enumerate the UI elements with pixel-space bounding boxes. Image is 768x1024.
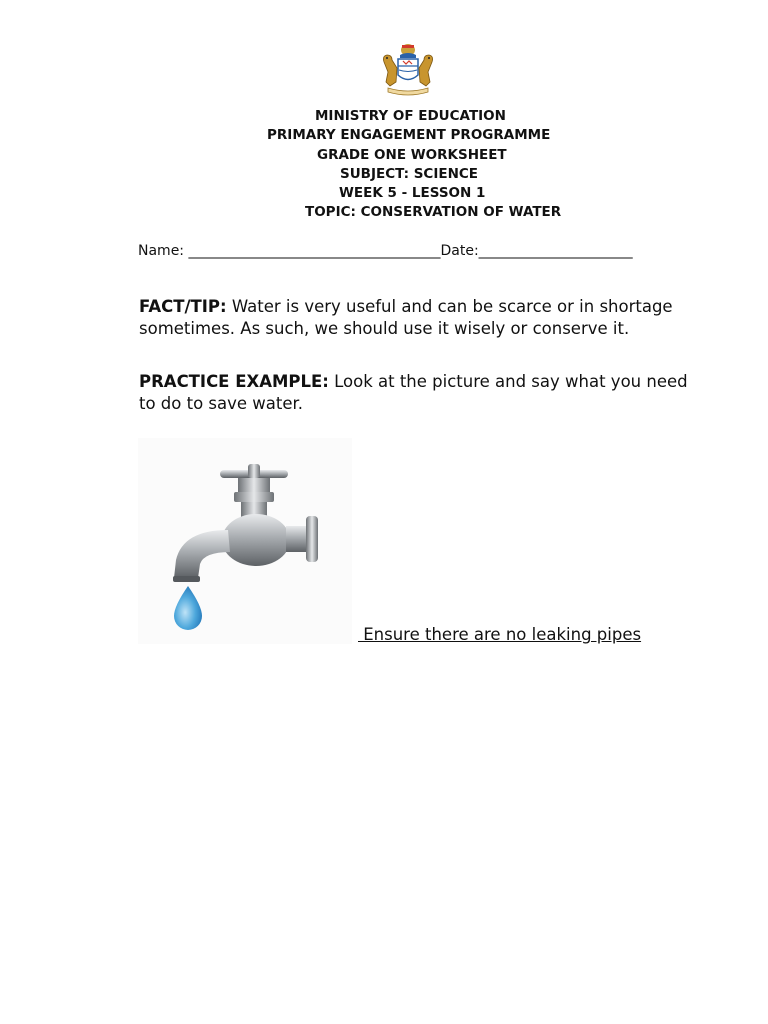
fact-tip-label: FACT/TIP: [139,297,227,316]
practice-example-text: Look at the picture and say what you need to do to save water. [139,372,688,413]
subject-line: SUBJECT: SCIENCE [340,166,478,182]
fact-tip-text: Water is very useful and can be scarce or in shortage sometimes. As such, we should use it wisely or conserve it. [139,297,673,338]
week-lesson-line: WEEK 5 - LESSON 1 [339,185,486,201]
ministry-title: MINISTRY OF EDUCATION [315,108,506,124]
programme-title: PRIMARY ENGAGEMENT PROGRAMME [267,127,551,143]
coat-of-arms-logo [378,42,438,98]
name-date-line [138,242,698,260]
date-label: Date: [440,243,479,259]
fact-tip-paragraph [139,296,699,340]
worksheet-title: GRADE ONE WORKSHEET [317,147,507,163]
name-label: Name: [138,243,189,259]
practice-example-label: PRACTICE EXAMPLE: [139,372,329,391]
dripping-faucet-image [138,438,352,644]
answer-text: Ensure there are no leaking pipes [358,625,642,644]
topic-line: TOPIC: CONSERVATION OF WATER [305,204,562,220]
name-field[interactable]: ____________________________________ [188,243,441,259]
practice-example-paragraph [139,371,699,415]
date-field[interactable]: ______________________ [478,243,633,259]
